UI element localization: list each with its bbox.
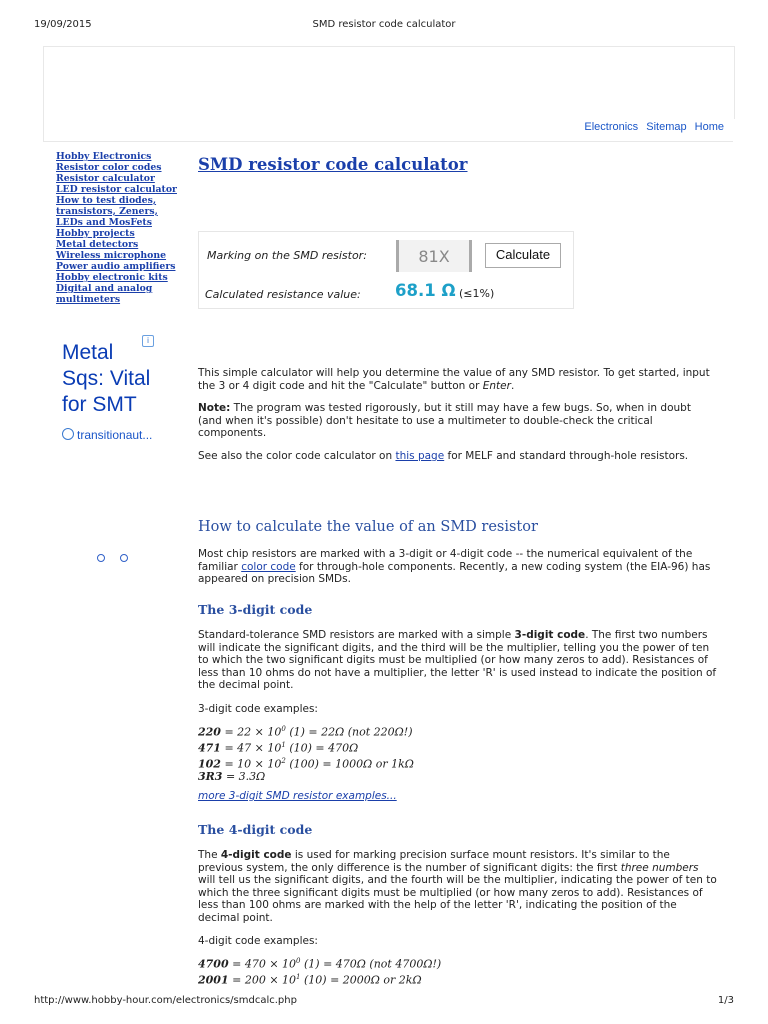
3-digit-examples: [198, 723, 718, 784]
example-row: $4700 = 470 \times 10^0$ (1) = 470Ω (not 4700Ω!): [198, 957, 442, 971]
globe-icon: [62, 428, 74, 440]
marking-label: Marking on the SMD resistor:: [207, 249, 367, 262]
sidebar-ad[interactable]: [62, 336, 172, 442]
section-heading-3-digit: The 3-digit code: [198, 602, 313, 617]
sidebar-item-hobby-projects[interactable]: Hobby projects: [56, 228, 135, 239]
see-also-paragraph: See also the color code calculator on this page for MELF and standard through-hole resistors.: [198, 450, 689, 462]
nav-electronics-link[interactable]: Electronics: [584, 121, 639, 133]
note-paragraph: Note: The program was tested rigorously, but it still may have a few bugs. So, when in doubt (and when it's possible) don't hesitate to use a multimeter to double-check the critical components.: [198, 402, 691, 439]
top-nav: [579, 121, 724, 133]
frame-divider: [43, 118, 44, 142]
4-digit-paragraph: The 4-digit code is used for marking precision surface mount resistors. It's similar to the previous system, the only difference is the number of significant digits: the first three numbers will tell us the significant digits, and the fourth will be the multiplier, indicating the power of ten to which the three significant digits must be multiplied (or how many zeros to add). Resistances of less than 100 ohms are marked with the help of the letter 'R', indicating the position of the decimal point.: [198, 849, 717, 924]
result-value: 68.1 Ω: [395, 281, 456, 300]
sidebar-item-test-diodes[interactable]: LEDs and MosFets: [56, 217, 152, 228]
sidebar-item-test-diodes[interactable]: How to test diodes,: [56, 195, 157, 206]
sidebar-item-multimeters[interactable]: multimeters: [56, 294, 121, 305]
this-page-link[interactable]: this page: [395, 450, 445, 462]
sidebar-item-led-resistor-calculator[interactable]: LED resistor calculator: [56, 184, 177, 195]
4-digit-examples-label: 4-digit code examples:: [198, 935, 318, 947]
example-row: $2001 = 200 \times 10^1$ (10) = 2000Ω or 2kΩ: [198, 973, 422, 987]
sidebar-item-power-audio-amplifiers[interactable]: Power audio amplifiers: [56, 261, 176, 272]
smd-code-input[interactable]: [396, 240, 472, 272]
result-label: Calculated resistance value:: [205, 288, 361, 301]
sidebar-nav: [56, 151, 186, 305]
print-url: http://www.hobby-hour.com/electronics/smdcalc.php: [34, 995, 297, 1006]
how-paragraph: Most chip resistors are marked with a 3-digit or 4-digit code -- the numerical equivalent of the familiar color code for through-hole components. Recently, a new coding system (the EIA-96) has appeared on precision SMDs.: [198, 548, 711, 585]
section-heading-how: How to calculate the value of an SMD resistor: [198, 519, 538, 535]
sidebar-item-metal-detectors[interactable]: Metal detectors: [56, 239, 139, 250]
calculate-button[interactable]: Calculate: [485, 243, 561, 268]
nav-home-link[interactable]: Home: [694, 121, 724, 133]
3-digit-examples-label: 3-digit code examples:: [198, 703, 318, 715]
ad-brand[interactable]: transitionaut...: [62, 428, 172, 442]
example-row: 3R3 = 3.3Ω: [198, 770, 266, 784]
ad-headline[interactable]: Metal Sqs: Vital for SMT: [62, 341, 151, 416]
example-row: $102 = 10 \times 10^2$ (100) = 1000Ω or 1kΩ: [198, 757, 414, 771]
calculator-box: [198, 231, 574, 309]
example-row: $220 = 22 \times 10^0$ (1) = 22Ω (not 220Ω!): [198, 725, 413, 739]
sidebar-item-wireless-microphone[interactable]: Wireless microphone: [56, 250, 167, 261]
page-title: SMD resistor code calculator: [198, 155, 468, 174]
ad-carousel-dots[interactable]: [97, 547, 143, 566]
color-code-link[interactable]: color code: [241, 560, 296, 573]
result-tolerance: (≤1%): [459, 287, 495, 300]
section-heading-4-digit: The 4-digit code: [198, 822, 313, 837]
print-date: 19/09/2015: [34, 19, 92, 30]
print-title: SMD resistor code calculator: [312, 19, 456, 30]
sidebar-item-hobby-electronic-kits[interactable]: Hobby electronic kits: [56, 272, 168, 283]
print-page-number: 1/3: [717, 995, 734, 1006]
carousel-dot[interactable]: [120, 554, 128, 562]
intro-paragraph: This simple calculator will help you determine the value of any SMD resistor. To get started, input the 3 or 4 digit code and hit the "Calculate" button or Enter.: [198, 367, 710, 392]
carousel-dot[interactable]: [97, 554, 105, 562]
top-ad-frame: [43, 46, 735, 119]
example-row: $471 = 47 \times 10^1$ (10) = 470Ω: [198, 741, 359, 755]
4-digit-examples: [198, 955, 718, 987]
more-3-digit-examples-link[interactable]: more 3-digit SMD resistor examples...: [198, 790, 397, 802]
info-icon[interactable]: i: [142, 335, 154, 347]
sidebar-item-hobby-electronics[interactable]: Hobby Electronics: [56, 151, 152, 162]
sidebar-item-resistor-calculator[interactable]: Resistor calculator: [56, 173, 155, 184]
frame-divider: [43, 141, 733, 142]
3-digit-paragraph: Standard-tolerance SMD resistors are marked with a simple 3-digit code. The first two numbers will indicate the significant digits, and the third will be the multiplier, telling you the power of ten to which the two significant digits must be multiplied (or how many zeros to add). Resistances of less than 10 ohms do not have a multiplier, the letter 'R' is used instead to indicate the position of the decimal point.: [198, 629, 717, 691]
sidebar-item-test-diodes[interactable]: transistors, Zeners,: [56, 206, 158, 217]
more-examples-wrapper: [198, 784, 718, 803]
sidebar-item-multimeters[interactable]: Digital and analog: [56, 283, 153, 294]
nav-sitemap-link[interactable]: Sitemap: [646, 121, 687, 133]
sidebar-item-resistor-color-codes[interactable]: Resistor color codes: [56, 162, 162, 173]
